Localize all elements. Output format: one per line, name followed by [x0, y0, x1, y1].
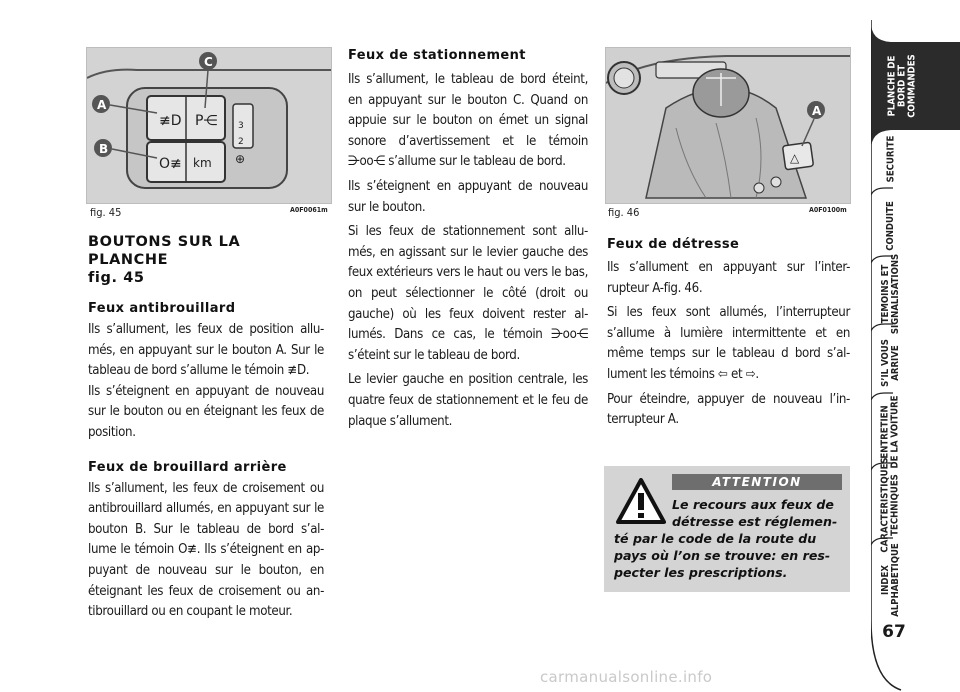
- section-title-boutons: BOUTONS SUR LA PLANCHE: [88, 234, 241, 268]
- heading-feux-detresse: Feux de détresse: [607, 237, 740, 252]
- tab-conduite[interactable]: [871, 196, 911, 256]
- tab-planche-de-bord[interactable]: [871, 44, 935, 128]
- middle-column: [348, 47, 588, 432]
- fig45-caption: fig. 45: [90, 206, 122, 219]
- svg-text:O≢: O≢: [159, 156, 182, 172]
- figure-46-illustration: [606, 48, 850, 203]
- tab-temoins[interactable]: [871, 253, 911, 335]
- label-a: A: [97, 98, 107, 112]
- fig46-code: A0F0100m: [809, 206, 847, 214]
- tab-caracteristiques-label: CARACTERISTIQUES TECHNIQUES: [880, 456, 901, 553]
- chapter-sidebar: [871, 0, 960, 692]
- svg-text:⊕: ⊕: [235, 152, 246, 166]
- button-3-label: 3: [238, 121, 244, 131]
- paragraph-stationnement-1: Ils s’allument, le tableau de bord éteint, en appuyant sur le bouton C. Quand on appuie sur le bouton on émet un signal sonore d’avertissement et le témoin ⋺oo⋲ s’allume sur le tableau de bord.: [348, 72, 588, 170]
- tab-planche-de-bord-label: PLANCHE DE BORD ET COMMANDES: [886, 54, 918, 118]
- tab-index[interactable]: [871, 543, 911, 617]
- fig45-code: A0F0061m: [290, 206, 328, 214]
- label-b: B: [99, 142, 109, 156]
- paragraph-stationnement-4: Le levier gauche en position centrale, les quatre feux de stationnement et le feu de plaque s’allument.: [348, 372, 588, 429]
- paragraph-detresse-2: Si les feux sont allumés, l’interrupteur s’allume à lumière intermittente et en même temps sur le tableau d bord s’al-lument les témoins ⇦ et ⇨.: [607, 305, 850, 382]
- tab-securite-label: SECURITE: [885, 135, 897, 183]
- svg-text:△: △: [790, 151, 800, 165]
- tab-temoins-label: TEMOINS ET SIGNALISATIONS: [880, 253, 902, 335]
- paragraph-detresse-3: Pour éteindre, appuyer de nouveau l’in-terrupteur A.: [607, 391, 850, 428]
- figure-45-illustration: [87, 48, 331, 203]
- tab-conduite-label: CONDUITE: [885, 201, 897, 251]
- right-column: [607, 236, 850, 431]
- paragraph-stationnement-3: Si les feux de stationnement sont allu-més, en agissant sur le levier gauche des feux extérieurs vers le haut ou vers le bas, on peut sélectionner le côté (droit ou gauche) où les feux doivent rester al-lumés. Dans ce cas, le témoin ⋺oo⋲ s’éteint sur le tableau de bord.: [348, 224, 588, 363]
- paragraph-detresse-1: Ils s’allument en appuyant sur l’inter-rupteur A-fig. 46.: [607, 260, 850, 296]
- warning-line-5: pecter les prescriptions.: [614, 565, 788, 580]
- page-number: 67: [882, 622, 906, 642]
- paragraph-antibrouillard-2: Ils s’éteignent en appuyant de nouveau sur le bouton ou en éteignant les feux de position.: [88, 383, 324, 440]
- warning-line-4: pays où l’on se trouve: en res-: [614, 548, 831, 563]
- warning-box: [604, 466, 850, 592]
- fig46-caption: fig. 46: [608, 206, 640, 219]
- figure-45: [86, 47, 332, 204]
- warning-line-3: té par le code de la route du: [614, 531, 817, 546]
- km-button-label: km: [193, 156, 212, 170]
- heading-feux-antibrouillard: Feux antibrouillard: [88, 301, 236, 316]
- warning-line-2: détresse est réglemen-: [672, 514, 838, 529]
- warning-header: ATTENTION: [672, 474, 842, 490]
- tab-entretien-label: ENTRETIEN DE LA VOITURE: [880, 395, 901, 469]
- svg-text:≢D: ≢D: [159, 113, 182, 129]
- fig46-label-a: A: [812, 104, 822, 118]
- tab-entretien[interactable]: [871, 395, 911, 469]
- warning-line-1: Le recours aux feux de: [672, 497, 834, 512]
- tab-index-label: INDEX ALPHABETIQUE: [880, 543, 901, 617]
- section-title-fig45: fig. 45: [88, 270, 145, 286]
- svg-text:P⋲: P⋲: [195, 113, 218, 129]
- heading-feux-brouillard-arriere: Feux de brouillard arrière: [88, 459, 287, 475]
- left-column: [88, 233, 324, 623]
- tab-sil-vous-arrive[interactable]: [871, 332, 911, 393]
- tab-securite[interactable]: [871, 130, 911, 188]
- paragraph-stationnement-2: Ils s’éteignent en appuyant de nouveau sur le bouton.: [348, 178, 588, 215]
- tab-sil-vous-arrive-label: S’IL VOUS ARRIVE: [880, 338, 901, 387]
- tab-caracteristiques[interactable]: [871, 456, 911, 553]
- figure-46: [605, 47, 851, 204]
- heading-feux-stationnement: Feux de stationnement: [348, 48, 526, 63]
- watermark: carmanualsonline.info: [540, 668, 713, 686]
- button-2-label: 2: [238, 137, 244, 147]
- warning-triangle-icon: [616, 478, 666, 524]
- paragraph-brouillard-arriere: Ils s’allument, les feux de croisement ou antibrouillard allumés, en appuyant sur le bouton B. Sur le tableau de bord s’al-lume le témoin O≢. Ils s’éteignent en ap-puyant de nouveau sur le bouton, en éteignant les feux de croisement ou an-tibrouillard ou en coupant le moteur.: [88, 480, 324, 620]
- label-c: C: [204, 55, 213, 69]
- paragraph-antibrouillard-1: Ils s’allument, les feux de position allu-més, en appuyant sur le bouton A. Sur le tableau de bord s’allume le témoin ≢D.: [88, 322, 324, 379]
